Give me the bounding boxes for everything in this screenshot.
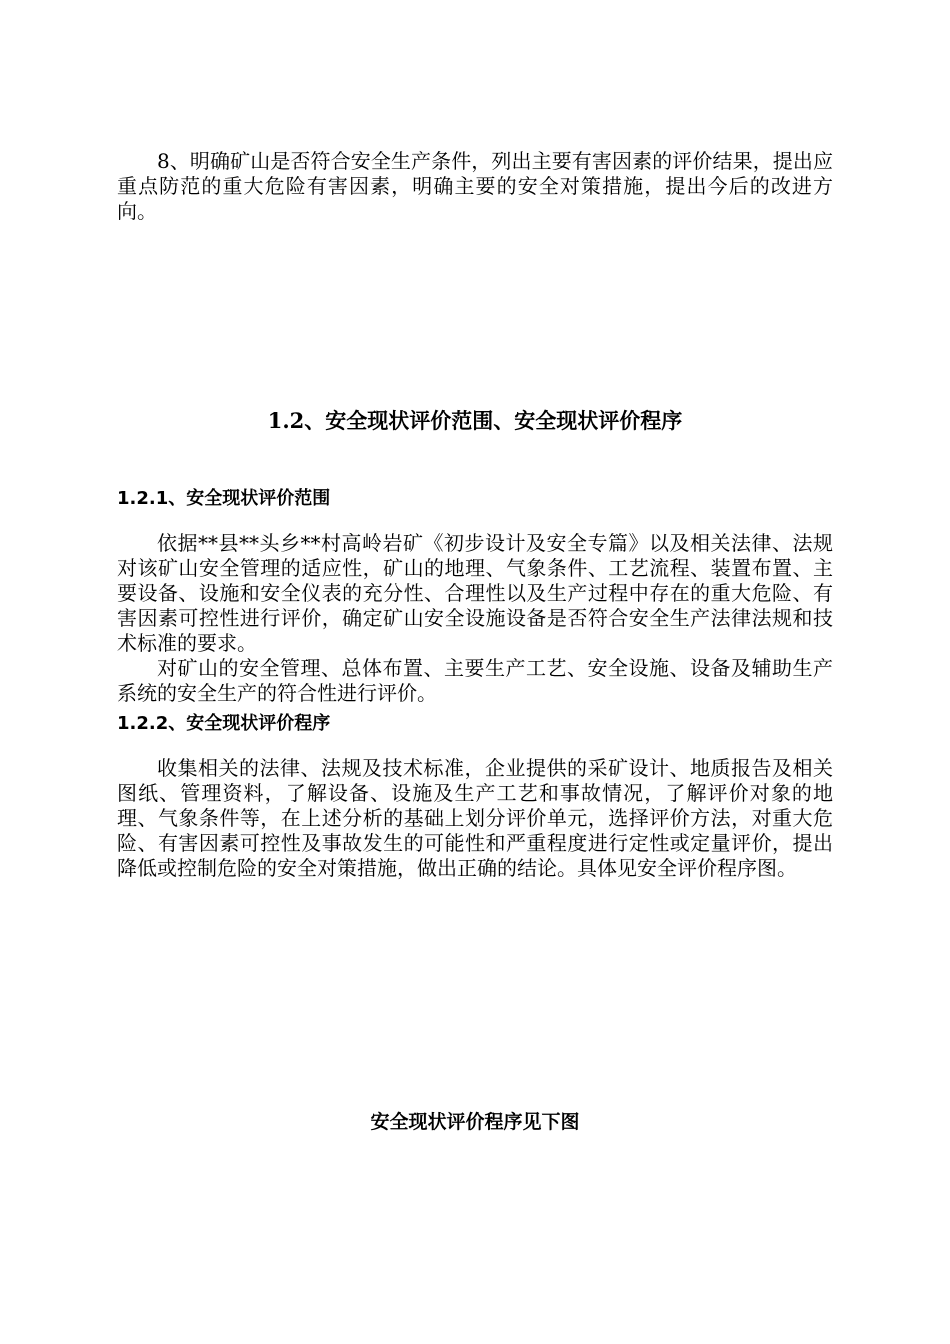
scope-paragraph-1: 依据**县**头乡**村高岭岩矿《初步设计及安全专篇》以及相关法律、法规对该矿山安全管理的适应性，矿山的地理、气象条件、工艺流程、装置布置、主要设备、设施和安全仪表的充分性、合理性以及生产过程中存在的重大危险、有害因素可控性进行评价，确定矿山安全设施设备是否符合安全生产法律法规和技术标准的要求。 [117, 531, 833, 655]
section-title: 1.2、安全现状评价范围、安全现状评价程序 [267, 408, 683, 433]
figure-caption: 安全现状评价程序见下图 [370, 1111, 580, 1133]
item-8-paragraph: 8、明确矿山是否符合安全生产条件，列出主要有害因素的评价结果，提出应重点防范的重大危险有害因素，明确主要的安全对策措施，提出今后的改进方向。 [117, 149, 833, 223]
procedure-paragraph: 收集相关的法律、法规及技术标准，企业提供的采矿设计、地质报告及相关图纸、管理资料，了解设备、设施及生产工艺和事故情况，了解评价对象的地理、气象条件等，在上述分析的基础上划分评价单元，选择评价方法，对重大危险、有害因素可控性及事故发生的可能性和严重程度进行定性或定量评价，提出降低或控制危险的安全对策措施，做出正确的结论。具体见安全评价程序图。 [117, 756, 833, 880]
procedure-heading: 1.2.2、安全现状评价程序 [117, 713, 331, 734]
scope-paragraph-2: 对矿山的安全管理、总体布置、主要生产工艺、安全设施、设备及辅助生产系统的安全生产的符合性进行评价。 [117, 656, 833, 705]
scope-heading: 1.2.1、安全现状评价范围 [117, 488, 331, 509]
